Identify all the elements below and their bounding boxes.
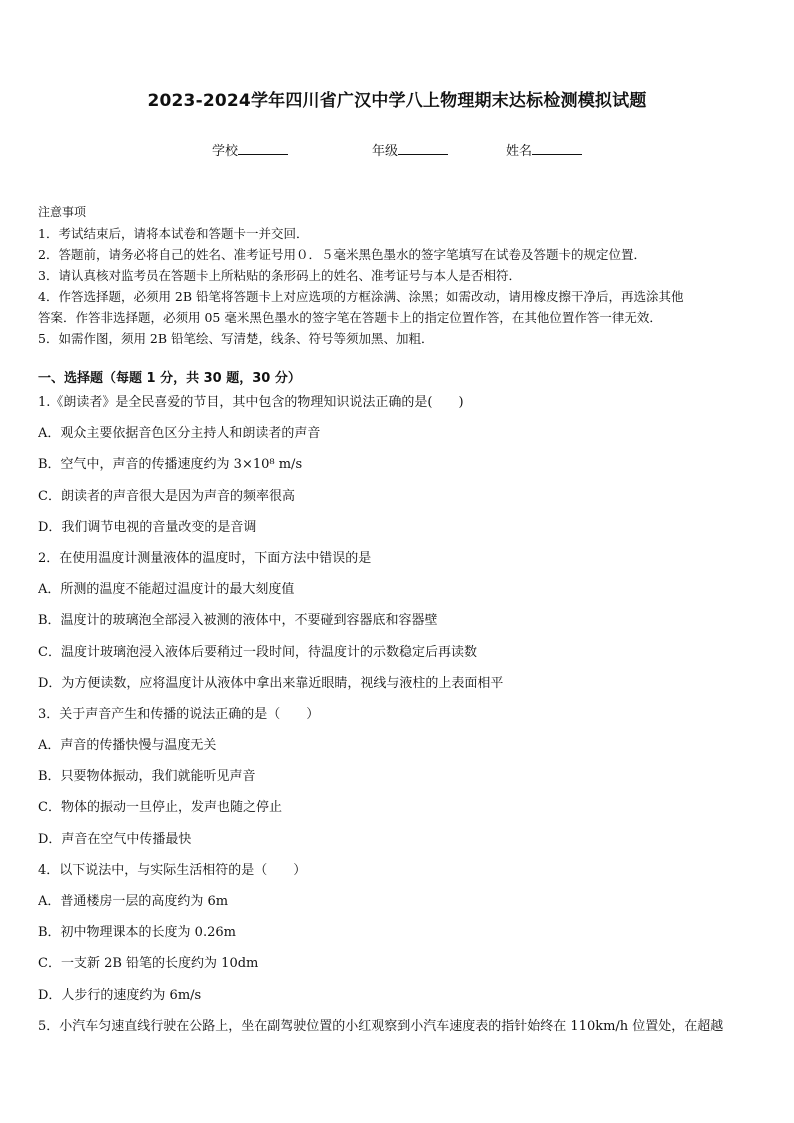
question-2-option-a: A．所测的温度不能超过温度计的最大刻度值 [38, 582, 295, 598]
notes-item: 答案．作答非选择题，必须用 05 毫米黑色墨水的签字笔在答题卡上的指定位置作答，在其他位置作答一律无效． [38, 310, 662, 325]
notes-heading: 注意事项 [38, 205, 87, 219]
question-1-option-a: A．观众主要依据音色区分主持人和朗读者的声音 [38, 426, 321, 442]
question-4-option-a: A．普通楼房一层的高度约为 6m [38, 894, 229, 909]
question-4-option-c: C．一支新 2B 铅笔的长度约为 10dm [38, 956, 259, 972]
name-label: 姓名 [506, 144, 533, 159]
student-info-row [0, 140, 794, 160]
school-label: 学校 [212, 144, 239, 159]
question-3-option-b: B．只要物体振动，我们就能听见声音 [38, 769, 256, 785]
question-2-stem: 2．在使用温度计测量液体的温度时，下面方法中错误的是 [38, 550, 372, 566]
school-blank [238, 141, 288, 155]
grade-label: 年级 [372, 144, 399, 159]
notes-item: 5．如需作图，须用 2B 铅笔绘、写清楚，线条、符号等须加黑、加粗． [38, 331, 434, 346]
question-list [38, 392, 758, 1047]
notes-section [38, 202, 758, 349]
notes-item: 3．请认真核对监考员在答题卡上所粘贴的条形码上的姓名、准考证号与本人是否相符． [38, 268, 521, 283]
question-4-stem: 4．以下说法中，与实际生活相符的是（ ） [38, 862, 307, 878]
name-field [506, 140, 582, 159]
school-field [212, 140, 288, 159]
question-3-stem: 3．关于声音产生和传播的说法正确的是（ ） [38, 706, 320, 722]
question-4-option-d: D．人步行的速度约为 6m/s [38, 987, 202, 1003]
question-1-stem: 1.《朗读者》是全民喜爱的节目，其中包含的物理知识说法正确的是( ) [38, 395, 464, 410]
question-3-option-c: C．物体的振动一旦停止，发声也随之停止 [38, 800, 282, 816]
question-1-option-b: B．空气中，声音的传播速度约为 3×10⁸ m/s [38, 457, 303, 473]
notes-item: 1．考试结束后，请将本试卷和答题卡一并交回． [38, 226, 309, 241]
question-3-option-a: A．声音的传播快慢与温度无关 [38, 738, 217, 754]
notes-item: 4．作答选择题，必须用 2B 铅笔将答题卡上对应选项的方框涂满、涂黑；如需改动，请用橡皮擦干净后，再选涂其他 [38, 289, 684, 304]
page-title: 2023-2024学年四川省广汉中学八上物理期末达标检测模拟试题 [147, 91, 647, 111]
grade-blank [398, 141, 448, 155]
question-1-option-d: D．我们调节电视的音量改变的是音调 [38, 519, 257, 535]
section-heading: 一、选择题（每题 1 分，共 30 题，30 分） [38, 371, 301, 386]
question-1-option-c: C．朗读者的声音很大是因为声音的频率很高 [38, 488, 295, 504]
question-3-option-d: D．声音在空气中传播最快 [38, 831, 192, 847]
question-4-option-b: B．初中物理课本的长度为 0.26m [38, 925, 236, 941]
question-2-option-b: B．温度计的玻璃泡全部浸入被测的液体中，不要碰到容器底和容器壁 [38, 613, 438, 629]
question-2-option-d: D．为方便读数，应将温度计从液体中拿出来靠近眼睛，视线与液柱的上表面相平 [38, 675, 504, 691]
question-2-option-c: C．温度计玻璃泡浸入液体后要稍过一段时间，待温度计的示数稳定后再读数 [38, 644, 477, 660]
name-blank [532, 141, 582, 155]
grade-field [372, 140, 448, 159]
notes-item: 2．答题前，请务必将自己的姓名、准考证号用０．５毫米黑色墨水的签字笔填写在试卷及答题卡的规定位置． [38, 247, 646, 262]
question-5-stem: 5．小汽车匀速直线行驶在公路上，坐在副驾驶位置的小红观察到小汽车速度表的指针始终在 110km/h 位置处，在超越 [38, 1018, 724, 1034]
